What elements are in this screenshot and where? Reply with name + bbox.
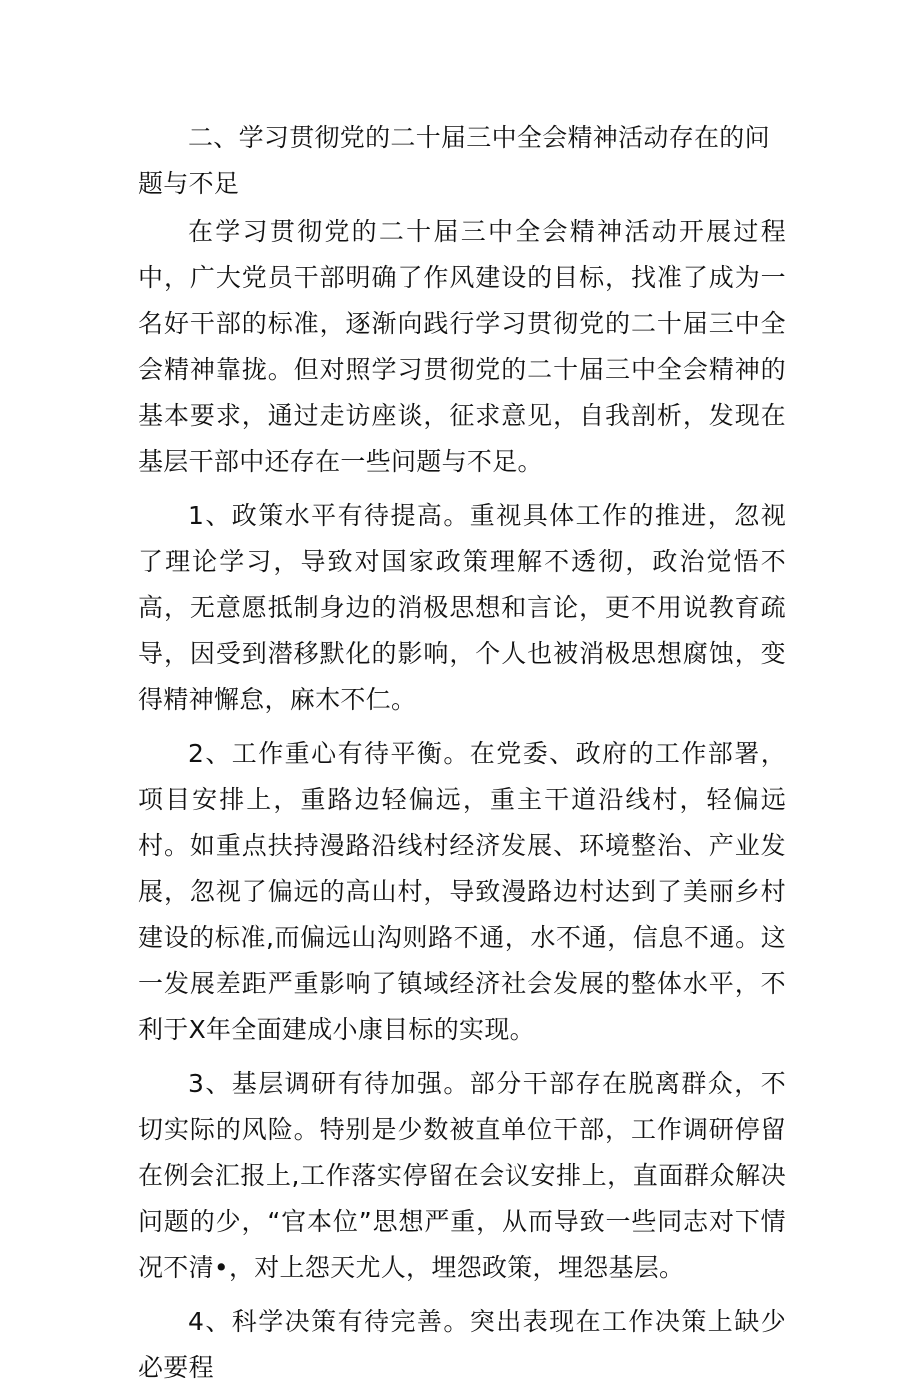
section-heading: 二、学习贯彻党的二十届三中全会精神活动存在的问题与不足 — [138, 123, 770, 198]
paragraph-work-focus: 2、工作重心有待平衡。在党委、政府的工作部署，项目安排上，重路边轻偏远，重主干道沿线村，轻偏远村。如重点扶持漫路沿线村经济发展、环境整治、产业发展，忽视了偏远的高山村，导致漫路边村达到了美丽乡村建设的标准,而偏远山沟则路不通，水不通，信息不通。这一发展差距严重影响了镇域经济社会发展的整体水平，不利于X年全面建成小康目标的实现。 — [138, 739, 786, 1044]
intro-paragraph: 在学习贯彻党的二十届三中全会精神活动开展过程中，广大党员干部明确了作风建设的目标，找准了成为一名好干部的标准，逐渐向践行学习贯彻党的二十届三中全会精神靠拢。但对照学习贯彻党的二十届三中全会精神的基本要求，通过走访座谈，征求意见，自我剖析，发现在基层干部中还存在一些问题与不足。 — [138, 217, 786, 476]
paragraph-grassroots-research: 3、基层调研有待加强。部分干部存在脱离群众，不切实际的风险。特别是少数被直单位干部，工作调研停留在例会汇报上,工作落实停留在会议安排上，直面群众解决问题的少，“官本位”思想严重，从而导致一些同志对下情况不清•，对上怨天尤人，埋怨政策，埋怨基层。 — [138, 1069, 786, 1282]
paragraph-policy-level: 1、政策水平有待提高。重视具体工作的推进，忽视了理论学习，导致对国家政策理解不透彻，政治觉悟不高，无意愿抵制身边的消极思想和言论，更不用说教育疏导，因受到潜移默化的影响，个人也被消极思想腐蚀，变得精神懈怠，麻木不仁。 — [138, 501, 786, 714]
paragraph-scientific-decision: 4、科学决策有待完善。突出表现在工作决策上缺少必要程 — [138, 1307, 786, 1382]
document-page — [138, 115, 786, 1391]
